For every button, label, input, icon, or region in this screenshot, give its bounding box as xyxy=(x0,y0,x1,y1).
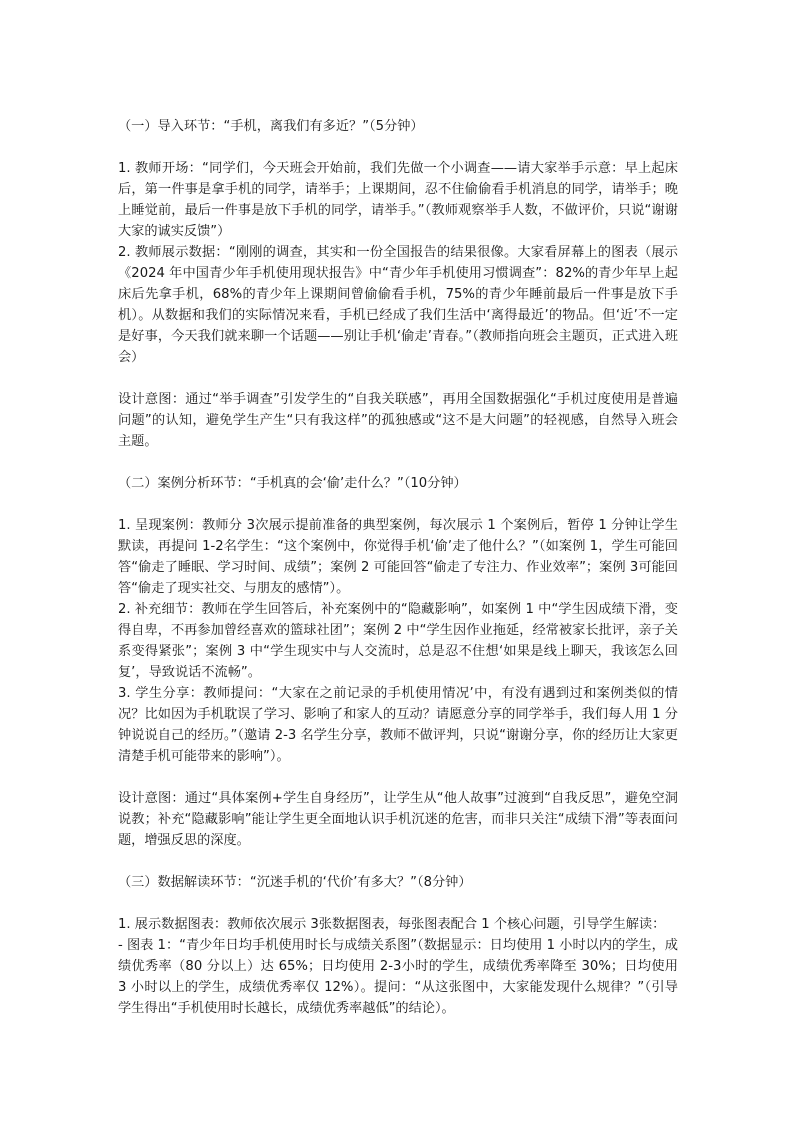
section-3-paragraph-1: 1. 展示数据图表：教师依次展示 3张数据图表，每张图表配合 1 个核心问题，引导学生解读： xyxy=(118,917,666,932)
section-2-heading: （二）案例分析环节：“手机真的会‘偷’走什么？”（10分钟） xyxy=(118,476,467,491)
section-1-paragraph-2: 2. 教师展示数据：“刚刚的调查，其实和一份全国报告的结果很像。大家看屏幕上的图表（展示《2024 年中国青少年手机使用现状报告》中“青少年手机使用习惯调查”：82%的青少年早上起床后先拿手机，68%的青少年上课期间曾偷偷看手机，75%的青少年睡前最后一件事是放下手机）。从数据和我们的实际情况来看，手机已经成了我们生活中‘离得最近’的物品。但‘近’不一定是好事，今天我们就来聊一个话题——别让手机‘偷走’青春。”（教师指向班会主题页，正式进入班会） xyxy=(118,245,678,365)
section-3-paragraph-2: - 图表 1：“青少年日均手机使用时长与成绩关系图”（数据显示：日均使用 1 小时以内的学生，成绩优秀率（80 分以上）达 65%；日均使用 2-3小时的学生，成绩优秀率降至 30%；日均使用 3 小时以上的学生，成绩优秀率仅 12%）。提问：“从这张图中，大家能发现什么规律？”（引导学生得出“手机使用时长越长，成绩优秀率越低”的结论）。 xyxy=(118,938,678,1016)
section-1-paragraph-1: 1. 教师开场：“同学们，今天班会开始前，我们先做一个小调查——请大家举手示意：早上起床后，第一件事是拿手机的同学，请举手；上课期间，忍不住偷偷看手机消息的同学，请举手；晚上睡觉前，最后一件事是放下手机的同学，请举手。”（教师观察举手人数，不做评价，只说“谢谢大家的诚实反馈”） xyxy=(118,161,678,239)
section-2-paragraph-3: 3. 学生分享：教师提问：“大家在之前记录的手机使用情况’中，有没有遇到过和案例类似的情况？比如因为手机耽误了学习、影响了和家人的互动？请愿意分享的同学举手，我们每人用 1 分钟说说自己的经历。”（邀请 2-3 名学生分享，教师不做评判，只说“谢谢分享，你的经历让大家更清楚手机可能带来的影响”）。 xyxy=(118,686,678,764)
section-2-design-intent: 设计意图：通过“具体案例+学生自身经历”，让学生从“他人故事”过渡到“自我反思”，避免空洞说教；补充“隐藏影响”能让学生更全面地认识手机沉迷的危害，而非只关注“成绩下滑”等表面问题，增强反思的深度。 xyxy=(118,791,678,848)
section-2-body xyxy=(118,515,678,767)
section-3-body xyxy=(118,914,678,1019)
section-2-paragraph-1: 1. 呈现案例：教师分 3次展示提前准备的典型案例，每次展示 1 个案例后，暂停 1 分钟让学生默读，再提问 1-2名学生：“这个案例中，你觉得手机‘偷’走了他什么？”（如案例 1，学生可能回答“偷走了睡眠、学习时间、成绩”；案例 2 可能回答“偷走了专注力、作业效率”；案例 3可能回答“偷走了现实社交、与朋友的感情”）。 xyxy=(118,518,678,596)
section-1-body xyxy=(118,158,678,368)
section-1-design-intent: 设计意图：通过“举手调查”引发学生的“自我关联感”，再用全国数据强化“手机过度使用是普遍问题”的认知，避免学生产生“只有我这样”的孤独感或“这不是大问题”的轻视感，自然导入班会主题。 xyxy=(118,392,678,449)
section-1-heading: （一）导入环节：“手机，离我们有多近？”（5分钟） xyxy=(118,119,424,134)
section-2-paragraph-2: 2. 补充细节：教师在学生回答后，补充案例中的“隐藏影响”，如案例 1 中“学生因成绩下滑，变得自卑，不再参加曾经喜欢的篮球社团”；案例 2 中“学生因作业拖延，经常被家长批评，亲子关系变得紧张”；案例 3 中“学生现实中与人交流时，总是忍不住想‘如果是线上聊天，我该怎么回复’，导致说话不流畅”。 xyxy=(118,602,678,680)
document-page xyxy=(118,116,678,1040)
section-3-heading: （三）数据解读环节：“沉迷手机的‘代价’有多大？”（8分钟） xyxy=(118,875,472,890)
